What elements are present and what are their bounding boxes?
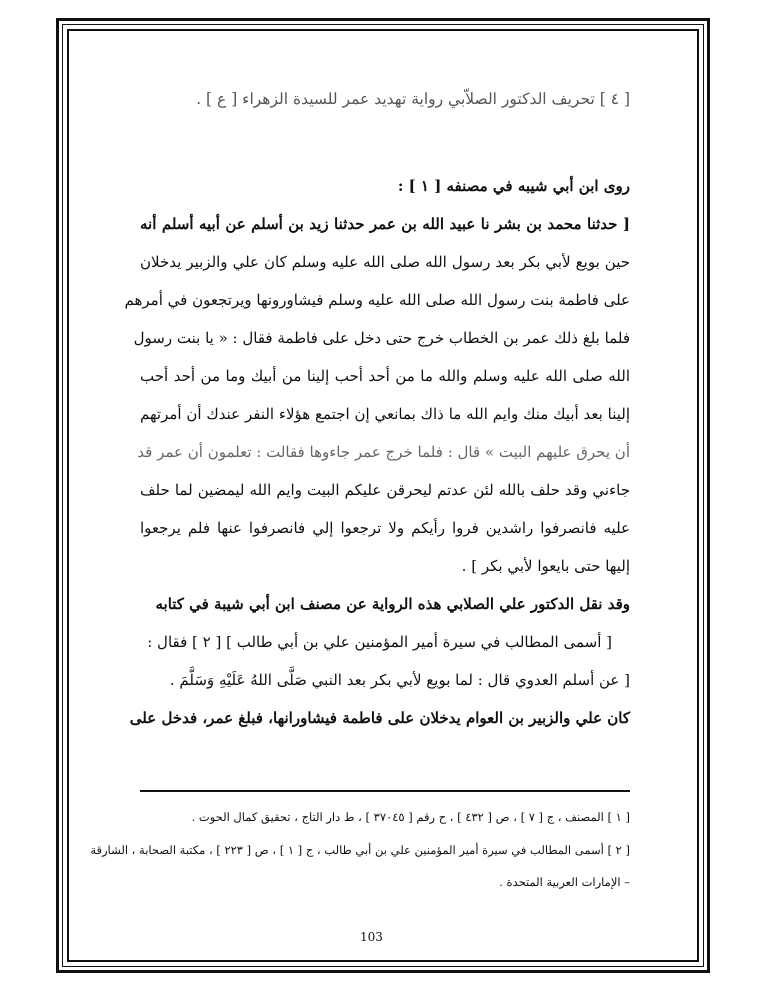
- section-title: [ ٤ ] تحريف الدكتور الصلاّبي رواية تهديد عمر للسيدة الزهراء [ ع ] .: [196, 90, 630, 108]
- footnote-2: [ ٢ ] أسمى المطالب في سيرة أمير المؤمنين علي بن أبي طالب ، ج [ ١ ] ، ص [ ٢٢٣ ] ، مكتبة الصحابة ، الشارقة: [90, 843, 630, 857]
- book-title-line: [ أسمى المطالب في سيرة أمير المؤمنين علي بن أبي طالب ] [ ٢ ] فقال :: [147, 633, 612, 651]
- body-line-7: أن يحرق عليهم البيت » قال : فلما خرج عمر جاءوها فقالت : تعلمون أن عمر قد: [137, 443, 630, 461]
- transfer-line: وقد نقل الدكتور علي الصلابي هذه الرواية عن مصنف ابن أبي شيبة في كتابه: [155, 595, 630, 613]
- body-line-3: على فاطمة بنت رسول الله صلى الله عليه وسلم فيشاورونها ويرتجعون في أمرهم: [124, 291, 630, 309]
- footnote-separator: [140, 790, 630, 792]
- footnote-1: [ ١ ] المصنف ، ج [ ٧ ] ، ص [ ٤٣٢ ] ، ح رقم [ ٣٧٠٤٥ ] ، ط دار التاج ، تحقيق كمال الحوت .: [191, 810, 630, 824]
- body-line-4: فلما بلغ ذلك عمر بن الخطاب خرج حتى دخل على فاطمة فقال : « يا بنت رسول: [133, 329, 630, 347]
- page-number: 103: [360, 930, 383, 944]
- quote-line-2: كان علي والزبير بن العوام يدخلان على فاطمة فيشاورانها، فبلغ عمر، فدخل على: [129, 709, 630, 727]
- body-line-2: حين بويع لأبي بكر بعد رسول الله صلى الله عليه وسلم كان علي والزبير يدخلان: [140, 253, 630, 271]
- body-line-5: الله صلى الله عليه وسلم والله ما من أحد أحب إلينا من أبيك وما من أحد أحب: [140, 367, 630, 385]
- body-line-8: جاءني وقد حلف بالله لئن عدتم ليحرقن عليكم البيت وايم الله ليمضين لما حلف: [140, 481, 630, 499]
- body-line-9: عليه فانصرفوا راشدين فروا رأيكم ولا ترجعوا إلي فانصرفوا عنها فلم يرجعوا: [140, 519, 630, 537]
- narration-heading: روى ابن أبي شيبه في مصنفه [ ١ ] :: [397, 177, 630, 195]
- quote-line-1: [ عن أسلم العدوي قال : لما بويع لأبي بكر بعد النبي صَلَّى اللهُ عَلَيْهِ وَسَلَّمَ .: [169, 671, 630, 689]
- body-line-6: إلينا بعد أبيك منك وايم الله ما ذاك بمانعي إن اجتمع هؤلاء النفر عندك أن أمرتهم: [140, 405, 630, 423]
- body-line-1: [ حدثنا محمد بن بشر نا عبيد الله بن عمر حدثنا زيد بن أسلم عن أبيه أسلم أنه: [140, 215, 630, 233]
- footnote-2-continuation: – الإمارات العربية المتحدة .: [499, 875, 630, 889]
- body-line-10: إليها حتى بايعوا لأبي بكر ] .: [461, 557, 630, 575]
